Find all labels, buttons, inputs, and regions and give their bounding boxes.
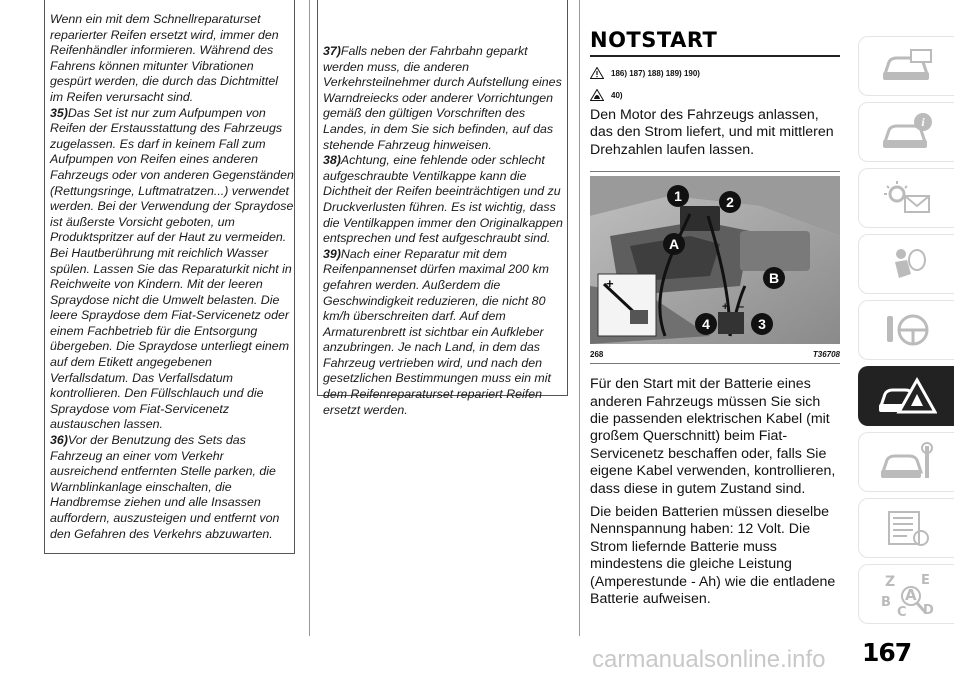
- callout-2-label: 2: [726, 194, 734, 211]
- tab-starting-driving[interactable]: [858, 300, 954, 360]
- warning-lights-icon: [879, 178, 935, 218]
- note-38-number: 38): [323, 153, 341, 168]
- note-36-text: Vor der Benutzung des Sets das Fahrzeug an einer vom Verkehr ausreichend entfernten Stelle parken, die Warnblinkanlage einschalten, die Handbremse ziehen und alle Insassen auffordern, auszusteigen und entfernt von den Gefahren des Verkehrs abzuwarten.: [50, 433, 280, 541]
- airbag-safety-icon: [879, 244, 935, 284]
- note-38-text: Achtung, eine fehlende oder schlecht aufgeschraubte Ventilkappe kann die Dichtheit der Reifen beeinträchtigen und zu Druckverlusten führen. Es ist wichtig, dass die Ventilkappen immer den Originalkappen entsprechen und fest aufgeschraubt sind.: [323, 153, 563, 246]
- index-letter-z: Z: [884, 574, 895, 590]
- index-letter-d: D: [922, 603, 934, 618]
- index-letter-c: C: [896, 605, 907, 618]
- tab-index[interactable]: [858, 564, 954, 624]
- car-dashboard-icon: [879, 46, 935, 86]
- section-rule: [590, 171, 840, 172]
- note-36: [50, 433, 294, 542]
- tab-warning-lights-messages[interactable]: [858, 168, 954, 228]
- callout-1: [667, 185, 689, 207]
- tab-in-an-emergency[interactable]: [858, 366, 954, 426]
- column-divider: [579, 0, 580, 636]
- callout-2: [719, 191, 741, 213]
- svg-text:i: i: [920, 115, 925, 129]
- note-36-number: 36): [50, 433, 68, 448]
- alphabetical-index-icon: [875, 570, 939, 618]
- main-content-column: [590, 28, 840, 615]
- battery-minus-label: –: [738, 301, 745, 314]
- warning-references-text: 186) 187) 188) 189) 190): [611, 68, 700, 78]
- paragraph-cables: Für den Start mit der Batterie eines anderen Fahrzeugs müssen Sie sich die passenden elektrischen Kabel (mit großem Querschnitt) beim Fiat-Servicenetz beschaffen oder, falls Sie eigene Kabel verwenden, kontrollieren, dass diese in gutem Zustand sind.: [590, 376, 836, 497]
- note-39: [323, 247, 567, 419]
- safety-notes-column-2: [317, 0, 568, 417]
- info-references-text: 40): [611, 90, 623, 100]
- paragraph-voltage: Die beiden Batterien müssen dieselbe Nennspannung haben: 12 Volt. Die Strom liefernde Batterie muss mindestens die gleiche Leistung (Amperestunde - Ah) wie die entladene Batterie aufweisen.: [590, 504, 836, 608]
- car-breakdown-warning-icon: [877, 374, 937, 418]
- car-service-wrench-icon: [879, 442, 935, 482]
- note-37-text: Falls neben der Fahrbahn geparkt werden muss, die anderen Verkehrsteilnehmer durch Aufstellung eines Warndreiecks oder anderer Vorrichtungen gemäß den gültigen Vorschriften des Landes, in dem Sie sich befinden, auf das stehende Fahrzeug hinweisen.: [323, 44, 562, 152]
- callout-1-label: 1: [674, 188, 682, 205]
- figure-rule: [590, 363, 840, 364]
- engine-bay-illustration: [590, 176, 840, 344]
- info-references: [590, 87, 840, 103]
- tab-technical-data[interactable]: [858, 498, 954, 558]
- callout-B: [763, 267, 785, 289]
- warning-references: [590, 65, 840, 81]
- figure-caption: [590, 350, 840, 359]
- index-letter-b: B: [880, 595, 891, 610]
- tab-knowing-instrument-panel[interactable]: [858, 102, 954, 162]
- page-number: 167: [862, 638, 912, 667]
- callout-A-label: A: [668, 236, 680, 253]
- figure-number: 268: [590, 350, 604, 360]
- warning-triangle-icon: [590, 67, 604, 79]
- hand-info-icon: [590, 89, 604, 101]
- figure-code: T36708: [812, 350, 840, 360]
- index-letter-e: E: [920, 573, 930, 588]
- tab-getting-to-know-vehicle[interactable]: [858, 36, 954, 96]
- note-37-number: 37): [323, 44, 341, 58]
- index-letter-a: A: [904, 586, 917, 604]
- callout-4: [695, 313, 717, 335]
- safety-notes-column-1: [44, 0, 295, 554]
- body-text: [590, 376, 840, 608]
- chapter-tabs: [852, 36, 960, 630]
- column-divider: [309, 0, 310, 636]
- note-39-text: Nach einer Reparatur mit dem Reifenpannenset dürfen maximal 200 km gefahren werden. Außerdem die Geschwindigkeit reduzieren, die nicht 80 km/h überschreiten darf. Auf dem Armaturenbrett ist sichtbar ein Aufkleber anzubringen. Je nach Land, in dem das Fahrzeug vertrieben wird, und nach den gesetzlichen Bestimmungen muss ein mit dem Reifenreparaturset repariert Reifen ersetzt werden.: [323, 246, 551, 417]
- jump-start-figure: [590, 176, 840, 344]
- tab-safety[interactable]: [858, 234, 954, 294]
- note-35: [50, 106, 294, 433]
- technical-data-list-icon: [879, 508, 935, 548]
- callout-3-label: 3: [758, 316, 766, 333]
- key-steering-wheel-icon: [879, 310, 935, 350]
- callout-A: [663, 233, 685, 255]
- callout-3: [751, 313, 773, 335]
- callout-4-label: 4: [702, 316, 710, 333]
- intro-paragraph: Den Motor des Fahrzeugs anlassen, das den Strom liefert, und mit mittleren Drehzahlen laufen lassen.: [590, 107, 834, 158]
- note-37: [323, 44, 567, 153]
- battery-plus-label: +: [722, 301, 729, 314]
- note-35-number: 35): [50, 105, 68, 120]
- note-35-text: Das Set ist nur zum Aufpumpen von Reifen der Erstausstattung des Fahrzeugs zugelassen. Es darf in keinem Fall zum Aufpumpen von Reifen eines anderen Fahrzeugs oder von anderen Gegenständen (Rettungsringe, Luftmatratzen...) verwendet werden. Bei der Verwendung der Spraydose ist äußerste Vorsicht geboten, um Produktspritzer auf der Haut zu vermeiden. Bei Hautberührung mit reichlich Wasser spülen. Lassen Sie das Reparaturkit nicht in Reichweite von Kindern. Mit der leeren Spraydose nicht die Umwelt belasten. Die leere Spraydose dem Fiat-Servicenetz oder einem Fachbetrieb für die Entsorgung übergeben. Die Spraydose unterliegt einem auf dem Etikett angegebenen Verfallsdatum. Das Verfallsdatum kontrollieren. Den Füllschlauch und die Spraydose vom Fiat-Servicenetz austauschen lassen.: [50, 105, 294, 432]
- car-info-icon: [879, 112, 935, 152]
- section-title: NOTSTART: [590, 28, 840, 57]
- tab-servicing-care[interactable]: [858, 432, 954, 492]
- watermark: carmanualsonline.info: [592, 646, 826, 673]
- callout-B-label: B: [768, 270, 780, 287]
- note-39-number: 39): [323, 246, 341, 261]
- note-38: [323, 153, 567, 247]
- intro-note: Wenn ein mit dem Schnellreparaturset reparierter Reifen ersetzt wird, immer den Reifenhändler informieren. Während des Fahrens können mitunter Vibrationen gespürt werden, die durch das Dichtmittel im Reifen verursacht sind.: [50, 12, 279, 104]
- inset-plus-label: +: [606, 276, 614, 292]
